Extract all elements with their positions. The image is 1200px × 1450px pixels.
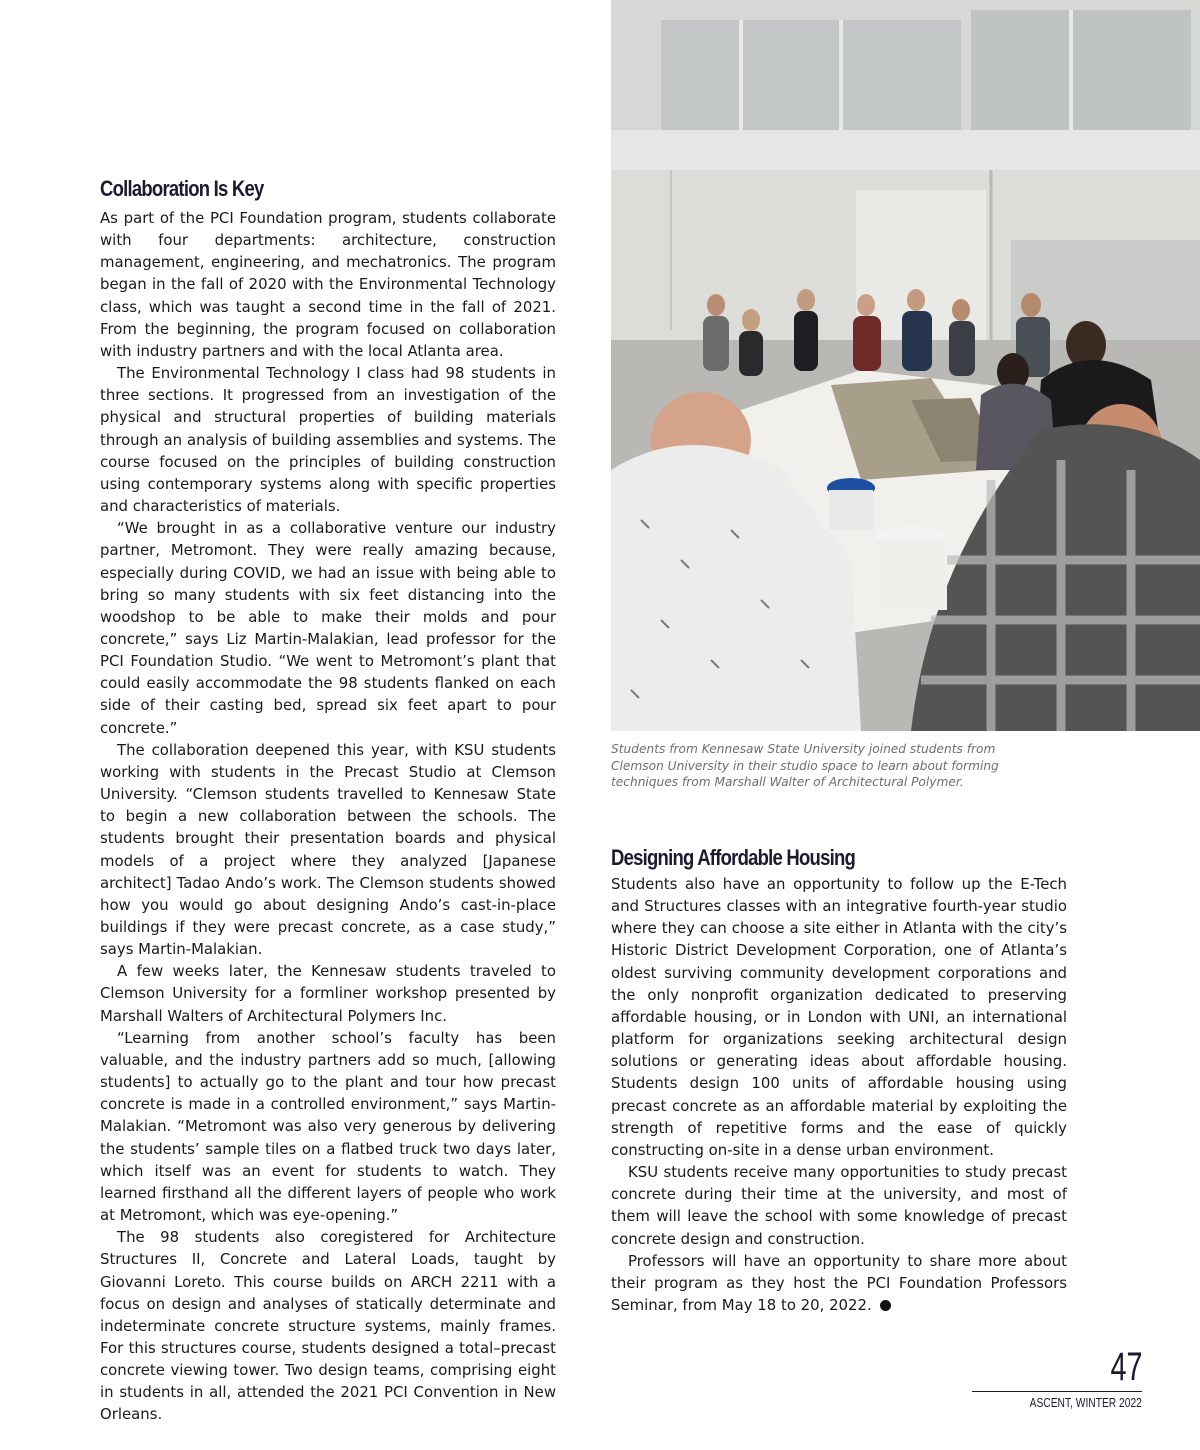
photo-caption: Students from Kennesaw State University joined students from Clemson University in their studio space to learn about forming techniques from Marshall Walter of Architectural Polymer.: [611, 742, 999, 789]
collaboration-paragraph: “We brought in as a collaborative venture our industry partner, Metromont. They were really amazing because, especially during COVID, we had an issue with being able to bring so many students with six feet distancing into the woodshop to be able to make their molds and pour concrete,” says Liz Martin-Malakian, lead professor for the PCI Foundation Studio. “We went to Metromont’s plant that could easily accommodate the 98 students flanked on each side of their casting bed, spread six feet apart to pour concrete.”: [100, 519, 556, 737]
collaboration-paragraph: The Environmental Technology I class had 98 students in three sections. It progressed from an investigation of the physical and structural properties of building materials through an analysis of building assemblies and systems. The course focused on the principles of building construction using contemporary systems along with specific properties and characteristics of materials.: [100, 364, 556, 516]
page-number: 47: [1109, 1345, 1142, 1389]
collaboration-paragraph: The 98 students also coregistered for Architecture Structures II, Concrete and Lateral Loads, taught by Giovanni Loreto. This course builds on ARCH 2211 with a focus on design and analyses of statically determinate and indeterminate concrete structure systems, mainly frames. For this structures course, students designed a total–precast concrete viewing tower. Two design teams, comprising eight in students in all, attended the 2021 PCI Convention in New Orleans.: [100, 1228, 556, 1424]
housing-paragraph: KSU students receive many opportunities to study precast concrete during their time at the university, and most of them will leave the school with some knowledge of precast concrete design and construction.: [611, 1163, 1067, 1248]
housing-paragraph: [611, 1250, 1067, 1316]
publication-issue: ASCENT, WINTER 2022: [1029, 1396, 1142, 1410]
collaboration-paragraph: The collaboration deepened this year, with KSU students working with students in the Precast Studio at Clemson University. “Clemson students travelled to Kennesaw State to begin a new collaboration between the schools. The students brought their presentation boards and physical models of a project where they analyzed [Japanese architect] Tadao Ando’s work. The Clemson students showed how you would go about designing Ando’s cast-in-place buildings if they were precast concrete, as a case study,” says Martin-Malakian.: [100, 740, 556, 959]
article-photo: [611, 0, 1200, 731]
collaboration-body: [100, 207, 556, 1426]
students-pouring-concrete-photo: [611, 0, 1200, 731]
collaboration-paragraph: “Learning from another school’s faculty has been valuable, and the industry partners add so much, [allowing students] to actually go to the plant and tour how precast concrete is made in a controlled environment,” says Martin-Malakian. “Metromont was also very generous by delivering the students’ sample tiles on a flatbed truck two days later, which itself was an event for students to watch. They learned firsthand all the different layers of people who work at Metromont, which was eye-opening.”: [100, 1028, 556, 1225]
housing-paragraph-text: Professors will have an opportunity to share more about their program as they host the PCI Foundation Professors Seminar, from May 18 to 20, 2022.: [611, 1251, 1067, 1314]
housing-body: [611, 873, 1067, 1316]
page-folio: [972, 1347, 1142, 1411]
collaboration-paragraph: A few weeks later, the Kennesaw students traveled to Clemson University for a formliner workshop presented by Marshall Walters of Architectural Polymers Inc.: [100, 962, 556, 1025]
housing-paragraph: Students also have an opportunity to follow up the E-Tech and Structures classes with an integrative fourth-year studio where they can choose a site either in Atlanta with the city’s Historic District Development Corporation, one of Atlanta’s oldest surviving community development corporations and the only nonprofit organization dedicated to preserving affordable housing, or in London with UNI, an international platform for organizations seeking architectural design solutions or generating ideas about affordable housing. Students design 100 units of affordable housing using precast concrete as an affordable material by exploiting the strength of repetitive forms and the ease of quickly constructing on-site in a dense urban environment.: [611, 875, 1067, 1159]
end-mark-icon: [880, 1300, 891, 1311]
collaboration-paragraph: As part of the PCI Foundation program, students collaborate with four departments: architecture, construction management, engineering, and mechatronics. The program began in the fall of 2020 with the Environmental Technology class, which was taught a second time in the fall of 2021. From the beginning, the program focused on collaboration with industry partners and with the local Atlanta area.: [100, 209, 556, 360]
collaboration-heading: Collaboration Is Key: [100, 176, 264, 201]
housing-heading: Designing Affordable Housing: [611, 845, 856, 870]
folio-divider: [972, 1391, 1142, 1392]
